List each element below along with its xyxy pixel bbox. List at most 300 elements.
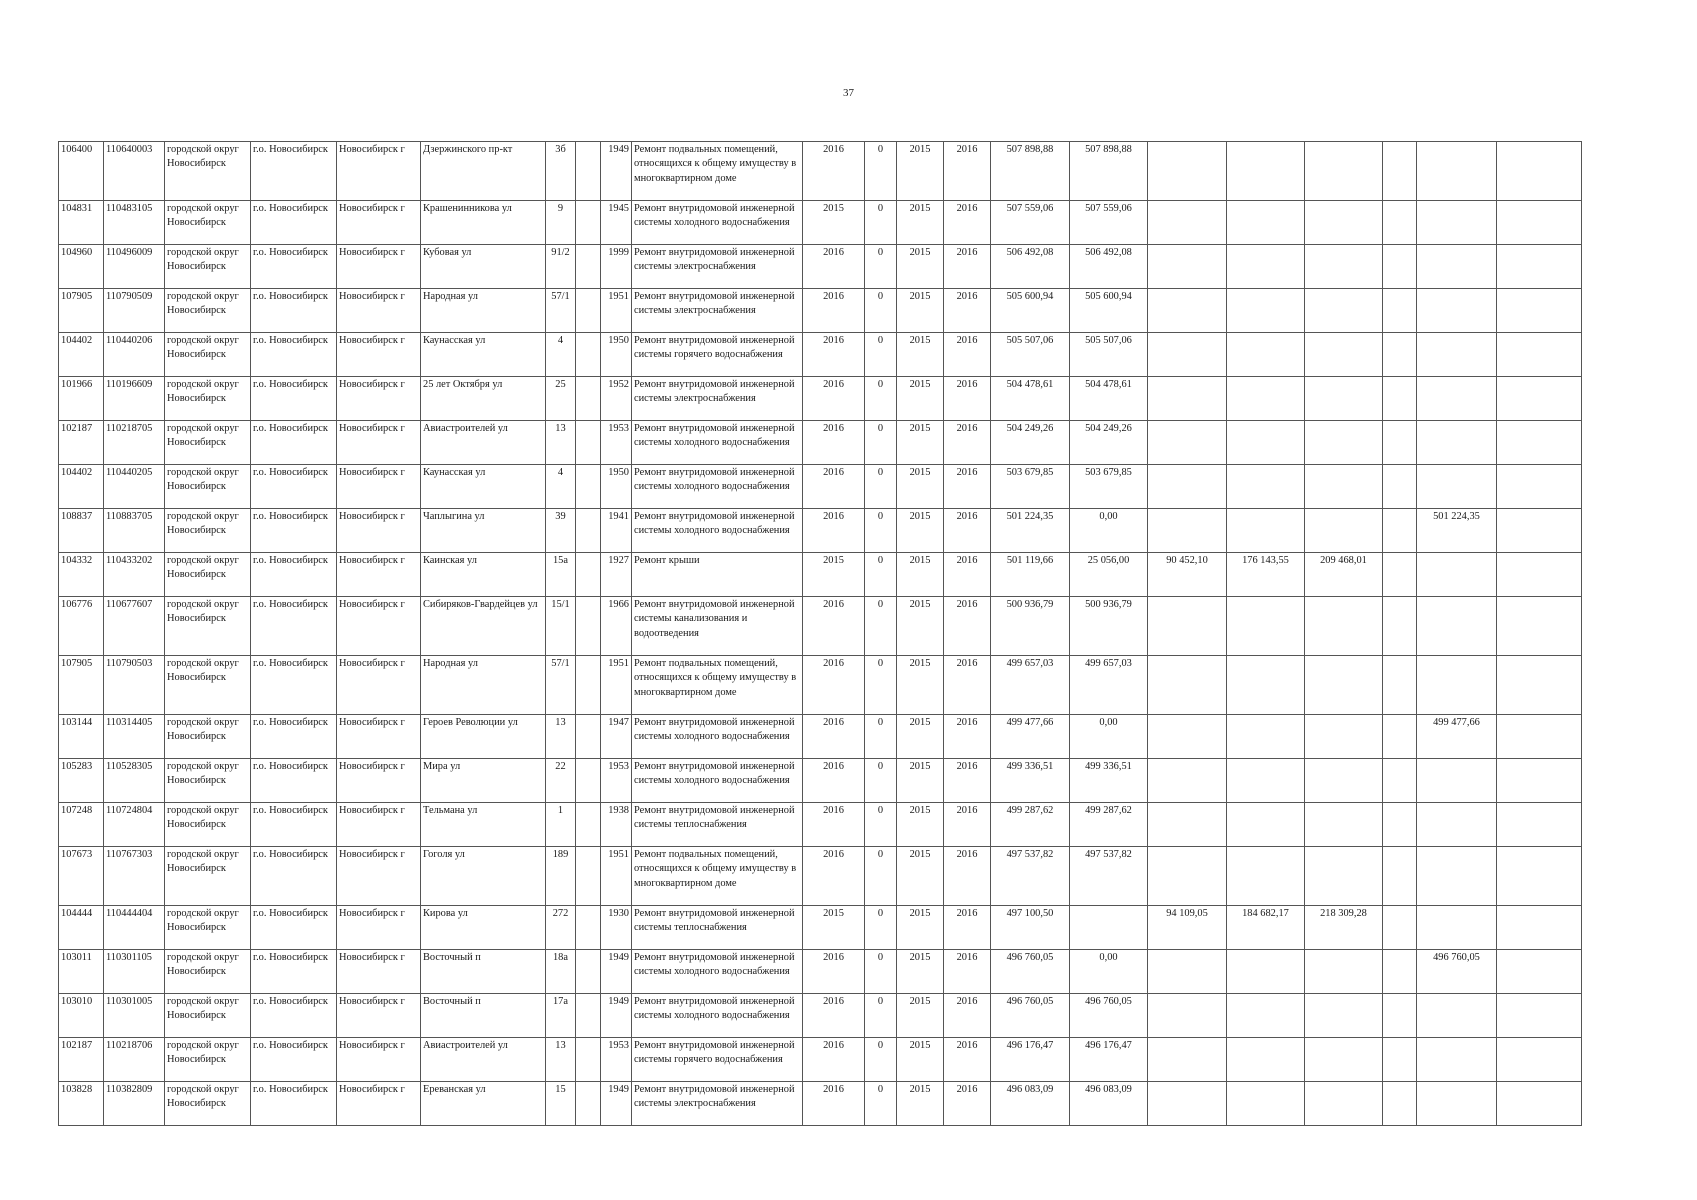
cell-locality: Новосибирск г (337, 553, 421, 597)
cell-empty-column (1383, 906, 1417, 950)
cell-total-cost: 503 679,85 (991, 465, 1070, 509)
cell-build-year: 1945 (601, 201, 632, 245)
cell-owners-amount: 499 477,66 (1417, 715, 1497, 759)
cell-municipality: городской округ Новосибирск (165, 289, 251, 333)
cell-owners-amount: 501 224,35 (1417, 509, 1497, 553)
cell-municipality: городской округ Новосибирск (165, 553, 251, 597)
cell-empty-column-last (1497, 201, 1582, 245)
cell-street: Ереванская ул (421, 1082, 546, 1126)
cell-total-cost: 497 537,82 (991, 847, 1070, 906)
cell-fund-amount: 0,00 (1070, 950, 1148, 994)
cell-budget-amount-2 (1227, 421, 1305, 465)
cell-budget-amount-1 (1148, 597, 1227, 656)
cell-total-cost: 497 100,50 (991, 906, 1070, 950)
cell-period-end: 2016 (944, 759, 991, 803)
cell-total-cost: 499 477,66 (991, 715, 1070, 759)
cell-work-type: Ремонт внутридомовой инженерной системы электроснабжения (632, 289, 803, 333)
cell-total-cost: 506 492,08 (991, 245, 1070, 289)
cell-municipal-district: г.о. Новосибирск (251, 289, 337, 333)
cell-municipal-district: г.о. Новосибирск (251, 333, 337, 377)
cell-period-end: 2016 (944, 509, 991, 553)
cell-planned-year: 2016 (803, 377, 865, 421)
cell-budget-amount-2 (1227, 994, 1305, 1038)
cell-work-id: 110218706 (104, 1038, 165, 1082)
cell-period-end: 2016 (944, 597, 991, 656)
cell-empty-column (1383, 656, 1417, 715)
cell-building-number (576, 715, 601, 759)
cell-total-cost: 500 936,79 (991, 597, 1070, 656)
cell-empty-column (1383, 142, 1417, 201)
cell-budget-amount-2 (1227, 142, 1305, 201)
cell-empty-column-last (1497, 377, 1582, 421)
cell-build-year: 1949 (601, 950, 632, 994)
cell-municipality: городской округ Новосибирск (165, 950, 251, 994)
cell-municipal-district: г.о. Новосибирск (251, 509, 337, 553)
cell-zero-value: 0 (865, 994, 897, 1038)
cell-budget-amount-3 (1305, 994, 1383, 1038)
cell-build-year: 1947 (601, 715, 632, 759)
cell-municipality: городской округ Новосибирск (165, 597, 251, 656)
cell-budget-amount-1 (1148, 142, 1227, 201)
cell-zero-value: 0 (865, 803, 897, 847)
cell-fund-amount: 503 679,85 (1070, 465, 1148, 509)
cell-fund-amount: 507 559,06 (1070, 201, 1148, 245)
cell-build-year: 1952 (601, 377, 632, 421)
cell-building-number (576, 333, 601, 377)
table-row (59, 803, 1582, 847)
cell-period-start: 2015 (897, 715, 944, 759)
cell-fund-amount: 505 600,94 (1070, 289, 1148, 333)
cell-budget-amount-3 (1305, 289, 1383, 333)
cell-empty-column-last (1497, 333, 1582, 377)
cell-street: Каунасская ул (421, 465, 546, 509)
table-row (59, 142, 1582, 201)
cell-build-year: 1951 (601, 656, 632, 715)
cell-house-id: 105283 (59, 759, 104, 803)
cell-house-id: 104960 (59, 245, 104, 289)
cell-owners-amount (1417, 1038, 1497, 1082)
cell-locality: Новосибирск г (337, 142, 421, 201)
cell-empty-column (1383, 1082, 1417, 1126)
cell-budget-amount-1 (1148, 377, 1227, 421)
cell-house-id: 104402 (59, 465, 104, 509)
cell-budget-amount-3 (1305, 847, 1383, 906)
cell-building-number (576, 377, 601, 421)
cell-planned-year: 2016 (803, 715, 865, 759)
cell-budget-amount-2 (1227, 656, 1305, 715)
cell-owners-amount (1417, 201, 1497, 245)
cell-house-id: 103010 (59, 994, 104, 1038)
table-row (59, 421, 1582, 465)
cell-building-number (576, 906, 601, 950)
cell-build-year: 1966 (601, 597, 632, 656)
cell-street: Восточный п (421, 994, 546, 1038)
cell-building-number (576, 553, 601, 597)
cell-empty-column (1383, 1038, 1417, 1082)
cell-municipal-district: г.о. Новосибирск (251, 803, 337, 847)
cell-locality: Новосибирск г (337, 759, 421, 803)
cell-locality: Новосибирск г (337, 597, 421, 656)
cell-planned-year: 2015 (803, 553, 865, 597)
cell-house-id: 107905 (59, 656, 104, 715)
cell-work-type: Ремонт подвальных помещений, относящихся к общему имуществу в многоквартирном доме (632, 656, 803, 715)
cell-period-start: 2015 (897, 1038, 944, 1082)
cell-work-id: 110640003 (104, 142, 165, 201)
cell-zero-value: 0 (865, 245, 897, 289)
cell-planned-year: 2016 (803, 333, 865, 377)
cell-work-id: 110496009 (104, 245, 165, 289)
cell-period-start: 2015 (897, 847, 944, 906)
cell-house-number: 13 (546, 421, 576, 465)
cell-work-id: 110433202 (104, 553, 165, 597)
cell-empty-column-last (1497, 509, 1582, 553)
cell-building-number (576, 803, 601, 847)
cell-work-id: 110724804 (104, 803, 165, 847)
cell-building-number (576, 421, 601, 465)
cell-zero-value: 0 (865, 950, 897, 994)
cell-period-end: 2016 (944, 950, 991, 994)
cell-budget-amount-3 (1305, 803, 1383, 847)
cell-budget-amount-2: 184 682,17 (1227, 906, 1305, 950)
cell-zero-value: 0 (865, 333, 897, 377)
cell-building-number (576, 509, 601, 553)
cell-locality: Новосибирск г (337, 289, 421, 333)
cell-house-number: 25 (546, 377, 576, 421)
cell-empty-column (1383, 950, 1417, 994)
cell-locality: Новосибирск г (337, 377, 421, 421)
cell-locality: Новосибирск г (337, 509, 421, 553)
cell-period-start: 2015 (897, 759, 944, 803)
cell-house-id: 103144 (59, 715, 104, 759)
cell-locality: Новосибирск г (337, 1082, 421, 1126)
cell-empty-column (1383, 715, 1417, 759)
cell-budget-amount-1: 94 109,05 (1148, 906, 1227, 950)
cell-work-type: Ремонт внутридомовой инженерной системы электроснабжения (632, 377, 803, 421)
cell-period-end: 2016 (944, 906, 991, 950)
cell-work-id: 110440205 (104, 465, 165, 509)
cell-municipal-district: г.о. Новосибирск (251, 597, 337, 656)
cell-street: Народная ул (421, 656, 546, 715)
cell-period-start: 2015 (897, 509, 944, 553)
cell-work-id: 110301105 (104, 950, 165, 994)
cell-period-end: 2016 (944, 333, 991, 377)
cell-municipality: городской округ Новосибирск (165, 245, 251, 289)
cell-budget-amount-2 (1227, 950, 1305, 994)
cell-locality: Новосибирск г (337, 1038, 421, 1082)
cell-house-number: 4 (546, 333, 576, 377)
cell-empty-column (1383, 289, 1417, 333)
cell-fund-amount: 0,00 (1070, 715, 1148, 759)
cell-budget-amount-3 (1305, 377, 1383, 421)
cell-total-cost: 496 760,05 (991, 950, 1070, 994)
cell-build-year: 1927 (601, 553, 632, 597)
cell-total-cost: 501 119,66 (991, 553, 1070, 597)
table-row (59, 509, 1582, 553)
cell-work-id: 110440206 (104, 333, 165, 377)
cell-budget-amount-2 (1227, 847, 1305, 906)
cell-planned-year: 2016 (803, 597, 865, 656)
cell-owners-amount (1417, 847, 1497, 906)
cell-budget-amount-2: 176 143,55 (1227, 553, 1305, 597)
cell-municipality: городской округ Новосибирск (165, 333, 251, 377)
cell-work-type: Ремонт внутридомовой инженерной системы горячего водоснабжения (632, 1038, 803, 1082)
cell-empty-column-last (1497, 421, 1582, 465)
cell-street: Авиастроителей ул (421, 1038, 546, 1082)
cell-municipality: городской округ Новосибирск (165, 421, 251, 465)
cell-fund-amount: 499 287,62 (1070, 803, 1148, 847)
cell-house-number: 57/1 (546, 289, 576, 333)
cell-empty-column (1383, 201, 1417, 245)
cell-owners-amount (1417, 803, 1497, 847)
cell-work-type: Ремонт подвальных помещений, относящихся к общему имуществу в многоквартирном доме (632, 847, 803, 906)
cell-work-type: Ремонт внутридомовой инженерной системы теплоснабжения (632, 803, 803, 847)
table-row (59, 201, 1582, 245)
cell-work-type: Ремонт подвальных помещений, относящихся к общему имуществу в многоквартирном доме (632, 142, 803, 201)
cell-period-end: 2016 (944, 245, 991, 289)
cell-work-id: 110382809 (104, 1082, 165, 1126)
cell-build-year: 1950 (601, 465, 632, 509)
cell-period-start: 2015 (897, 201, 944, 245)
cell-building-number (576, 656, 601, 715)
cell-total-cost: 496 760,05 (991, 994, 1070, 1038)
cell-house-number: 15 (546, 1082, 576, 1126)
table-row (59, 656, 1582, 715)
cell-period-end: 2016 (944, 421, 991, 465)
cell-period-start: 2015 (897, 950, 944, 994)
table-row (59, 1038, 1582, 1082)
cell-locality: Новосибирск г (337, 656, 421, 715)
cell-locality: Новосибирск г (337, 847, 421, 906)
cell-zero-value: 0 (865, 509, 897, 553)
cell-work-id: 110790509 (104, 289, 165, 333)
cell-work-type: Ремонт внутридомовой инженерной системы канализования и водоотведения (632, 597, 803, 656)
cell-fund-amount: 499 657,03 (1070, 656, 1148, 715)
cell-municipality: городской округ Новосибирск (165, 201, 251, 245)
cell-house-number: 272 (546, 906, 576, 950)
cell-period-end: 2016 (944, 142, 991, 201)
cell-period-start: 2015 (897, 803, 944, 847)
cell-building-number (576, 950, 601, 994)
cell-municipal-district: г.о. Новосибирск (251, 906, 337, 950)
cell-budget-amount-3 (1305, 142, 1383, 201)
cell-budget-amount-1 (1148, 1082, 1227, 1126)
cell-planned-year: 2016 (803, 509, 865, 553)
cell-planned-year: 2016 (803, 847, 865, 906)
table-body (59, 142, 1582, 1126)
cell-street: Дзержинского пр-кт (421, 142, 546, 201)
cell-zero-value: 0 (865, 553, 897, 597)
cell-period-start: 2015 (897, 906, 944, 950)
cell-period-end: 2016 (944, 1038, 991, 1082)
cell-fund-amount: 499 336,51 (1070, 759, 1148, 803)
cell-fund-amount (1070, 906, 1148, 950)
cell-street: Кирова ул (421, 906, 546, 950)
cell-locality: Новосибирск г (337, 333, 421, 377)
cell-house-id: 104831 (59, 201, 104, 245)
cell-municipality: городской округ Новосибирск (165, 1038, 251, 1082)
cell-empty-column-last (1497, 803, 1582, 847)
cell-budget-amount-3 (1305, 201, 1383, 245)
cell-work-type: Ремонт внутридомовой инженерной системы холодного водоснабжения (632, 421, 803, 465)
cell-budget-amount-1 (1148, 201, 1227, 245)
cell-municipality: городской округ Новосибирск (165, 994, 251, 1038)
cell-work-type: Ремонт внутридомовой инженерной системы холодного водоснабжения (632, 715, 803, 759)
cell-budget-amount-3 (1305, 465, 1383, 509)
cell-build-year: 1938 (601, 803, 632, 847)
cell-house-id: 107248 (59, 803, 104, 847)
cell-house-number: 22 (546, 759, 576, 803)
cell-zero-value: 0 (865, 201, 897, 245)
cell-fund-amount: 504 478,61 (1070, 377, 1148, 421)
cell-municipal-district: г.о. Новосибирск (251, 377, 337, 421)
cell-period-end: 2016 (944, 289, 991, 333)
cell-municipal-district: г.о. Новосибирск (251, 847, 337, 906)
table-row (59, 597, 1582, 656)
cell-empty-column-last (1497, 597, 1582, 656)
cell-municipal-district: г.о. Новосибирск (251, 201, 337, 245)
cell-total-cost: 507 898,88 (991, 142, 1070, 201)
cell-zero-value: 0 (865, 142, 897, 201)
cell-empty-column (1383, 597, 1417, 656)
cell-house-id: 106400 (59, 142, 104, 201)
cell-fund-amount: 500 936,79 (1070, 597, 1148, 656)
cell-zero-value: 0 (865, 1038, 897, 1082)
cell-house-number: 18а (546, 950, 576, 994)
cell-building-number (576, 847, 601, 906)
cell-zero-value: 0 (865, 1082, 897, 1126)
cell-empty-column-last (1497, 245, 1582, 289)
table-row (59, 377, 1582, 421)
cell-total-cost: 504 478,61 (991, 377, 1070, 421)
cell-budget-amount-2 (1227, 377, 1305, 421)
cell-budget-amount-3: 218 309,28 (1305, 906, 1383, 950)
cell-build-year: 1999 (601, 245, 632, 289)
cell-municipal-district: г.о. Новосибирск (251, 759, 337, 803)
cell-owners-amount (1417, 289, 1497, 333)
cell-planned-year: 2015 (803, 906, 865, 950)
cell-house-number: 3б (546, 142, 576, 201)
cell-period-end: 2016 (944, 201, 991, 245)
cell-empty-column (1383, 994, 1417, 1038)
cell-zero-value: 0 (865, 906, 897, 950)
cell-empty-column-last (1497, 656, 1582, 715)
cell-zero-value: 0 (865, 377, 897, 421)
cell-planned-year: 2016 (803, 1038, 865, 1082)
cell-street: Чаплыгина ул (421, 509, 546, 553)
cell-budget-amount-3 (1305, 245, 1383, 289)
cell-building-number (576, 289, 601, 333)
cell-work-type: Ремонт внутридомовой инженерной системы горячего водоснабжения (632, 333, 803, 377)
cell-municipality: городской округ Новосибирск (165, 715, 251, 759)
cell-planned-year: 2016 (803, 142, 865, 201)
cell-building-number (576, 201, 601, 245)
cell-build-year: 1930 (601, 906, 632, 950)
cell-total-cost: 499 287,62 (991, 803, 1070, 847)
cell-house-number: 1 (546, 803, 576, 847)
cell-period-end: 2016 (944, 377, 991, 421)
cell-work-id: 110528305 (104, 759, 165, 803)
cell-house-number: 57/1 (546, 656, 576, 715)
cell-budget-amount-2 (1227, 509, 1305, 553)
cell-building-number (576, 994, 601, 1038)
cell-municipal-district: г.о. Новосибирск (251, 553, 337, 597)
cell-budget-amount-2 (1227, 465, 1305, 509)
cell-budget-amount-2 (1227, 759, 1305, 803)
cell-work-id: 110483105 (104, 201, 165, 245)
table-row (59, 333, 1582, 377)
cell-municipal-district: г.о. Новосибирск (251, 465, 337, 509)
cell-building-number (576, 597, 601, 656)
cell-work-type: Ремонт внутридомовой инженерной системы холодного водоснабжения (632, 201, 803, 245)
cell-street: Сибиряков-Гвардейцев ул (421, 597, 546, 656)
cell-municipality: городской округ Новосибирск (165, 656, 251, 715)
cell-fund-amount: 507 898,88 (1070, 142, 1148, 201)
cell-total-cost: 507 559,06 (991, 201, 1070, 245)
table-row (59, 553, 1582, 597)
cell-period-end: 2016 (944, 553, 991, 597)
cell-fund-amount: 496 083,09 (1070, 1082, 1148, 1126)
cell-planned-year: 2016 (803, 994, 865, 1038)
cell-budget-amount-1 (1148, 759, 1227, 803)
cell-budget-amount-1 (1148, 803, 1227, 847)
cell-empty-column-last (1497, 1082, 1582, 1126)
cell-municipal-district: г.о. Новосибирск (251, 1082, 337, 1126)
cell-house-number: 17а (546, 994, 576, 1038)
cell-owners-amount (1417, 333, 1497, 377)
cell-empty-column (1383, 553, 1417, 597)
table-row (59, 715, 1582, 759)
cell-house-id: 104402 (59, 333, 104, 377)
cell-fund-amount: 497 537,82 (1070, 847, 1148, 906)
cell-budget-amount-2 (1227, 1082, 1305, 1126)
cell-budget-amount-2 (1227, 715, 1305, 759)
cell-empty-column-last (1497, 994, 1582, 1038)
cell-municipal-district: г.о. Новосибирск (251, 142, 337, 201)
cell-planned-year: 2016 (803, 759, 865, 803)
cell-budget-amount-1 (1148, 847, 1227, 906)
cell-street: Тельмана ул (421, 803, 546, 847)
table-row (59, 847, 1582, 906)
cell-empty-column (1383, 803, 1417, 847)
cell-planned-year: 2016 (803, 1082, 865, 1126)
cell-street: 25 лет Октября ул (421, 377, 546, 421)
cell-planned-year: 2015 (803, 201, 865, 245)
cell-budget-amount-1 (1148, 715, 1227, 759)
cell-work-type: Ремонт крыши (632, 553, 803, 597)
cell-build-year: 1949 (601, 994, 632, 1038)
cell-house-id: 108837 (59, 509, 104, 553)
cell-house-number: 15/1 (546, 597, 576, 656)
cell-locality: Новосибирск г (337, 950, 421, 994)
cell-house-number: 13 (546, 1038, 576, 1082)
cell-period-start: 2015 (897, 1082, 944, 1126)
cell-total-cost: 496 176,47 (991, 1038, 1070, 1082)
cell-building-number (576, 759, 601, 803)
cell-build-year: 1950 (601, 333, 632, 377)
cell-budget-amount-2 (1227, 333, 1305, 377)
cell-house-id: 106776 (59, 597, 104, 656)
cell-building-number (576, 1082, 601, 1126)
cell-period-start: 2015 (897, 994, 944, 1038)
cell-budget-amount-1: 90 452,10 (1148, 553, 1227, 597)
cell-locality: Новосибирск г (337, 715, 421, 759)
cell-zero-value: 0 (865, 597, 897, 656)
cell-building-number (576, 245, 601, 289)
cell-period-start: 2015 (897, 142, 944, 201)
cell-budget-amount-3 (1305, 333, 1383, 377)
cell-budget-amount-1 (1148, 421, 1227, 465)
cell-building-number (576, 465, 601, 509)
